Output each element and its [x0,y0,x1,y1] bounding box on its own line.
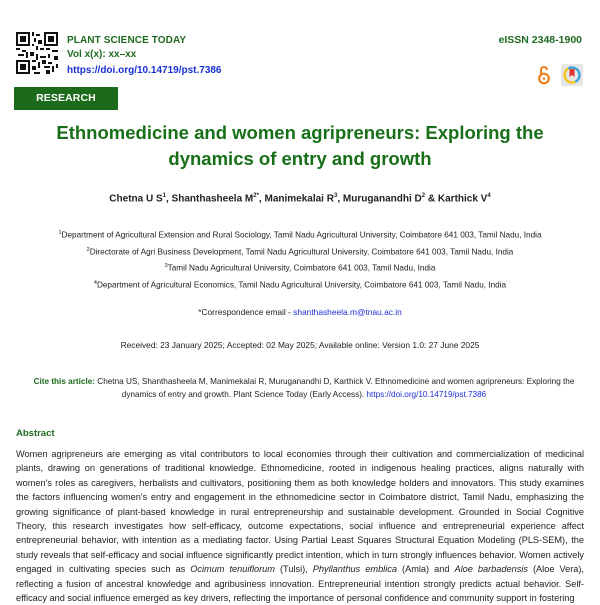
affiliation-text: Department of Agricultural Economics, Tamil Nadu Agricultural University, Coimbatore 641 003, Tamil Nadu, India [96,280,507,290]
article-title [40,120,560,172]
affiliation-item [0,243,600,260]
affiliation-item [0,226,600,243]
citation-text: Chetna US, Shanthasheela M, Manimekalai R, Muruganandhi D, Karthick V. Ethnomedicine and women agripreneurs: Exploring the dynamics of entry and growth. Plant Science Today (Early Access). [95,377,575,399]
title-line-1: Ethnomedicine and women agripreneurs: Exploring the [56,122,544,143]
affiliation-text: Department of Agricultural Extension and Rural Sociology, Tamil Nadu Agricultural University, Coimbatore 641 003, Tamil Nadu, India [61,230,542,240]
journal-info [67,34,222,78]
correspondence-email-link[interactable]: shanthasheela.m@tnau.ac.in [293,307,402,317]
affiliation-item [0,259,600,276]
publication-dates: Received: 23 January 2025; Accepted: 02 May 2025; Available online: Version 1.0: 27 June 2025 [120,340,480,350]
species-name: Ocimum tenuiflorum [190,564,275,575]
species-name: Aloe barbadensis [454,564,528,575]
journal-volume: Vol x(x): xx–xx [67,49,137,60]
affiliation-list [0,226,600,293]
title-line-2: dynamics of entry and growth [168,148,432,169]
abstract-text: Women agripreneurs are emerging as vital contributors to local economies through their cultivation and commercialization of medicinal plants, drawing on generations of traditional knowledge. Ethnomedicine, rooted in indigenous healing practices, aligns naturally with women's roles as caregivers, herbalists and cultivators, positioning them as both knowledge holders and innovators. This study examines the factors influencing women's entry and engagement in the ethnomedicine sector in Coimbatore district, Tamil Nadu, emphasizing the growing significance of plant-based knowledge in rural entrepreneurship and sustainable development. Grounded in Social Cognitive Theory, this research investigates how self-efficacy, outcome expectations, social influence and entrepreneurial experience affect entrepreneurial behavior, with intention as a mediating factor. Using Partial Least Squares Structural Equation Modeling (PLS-SEM), the study reveals that self-efficacy and social influence significantly predict intention, which in turn strongly influences behavior. Women actively engaged in cultivating species such as [16,449,584,575]
author-sup: 4 [487,193,491,199]
affiliation-sup: 2 [86,246,90,253]
author-sup: 2 [421,193,426,199]
abstract-body [16,447,584,605]
author-separator: & [425,193,438,205]
author-name: Chetna U S [109,193,163,205]
correspondence-label: *Correspondence email - [198,307,294,317]
issn-label: eISSN 2348-1900 [498,34,582,46]
article-type-badge: RESEARCH ARTICLE [14,87,118,110]
author-list [0,193,600,204]
author-separator: , [165,193,172,205]
author-separator: , [258,193,265,205]
citation-block [24,375,584,401]
species-name: Phyllanthus emblica [312,564,397,575]
abstract-text: (Tulsi), [274,564,313,575]
abstract-heading: Abstract [16,428,55,439]
journal-name: PLANT SCIENCE TODAY [67,35,187,46]
doi-link[interactable]: https://doi.org/10.14719/pst.7386 [67,65,222,76]
affiliation-sup: 3 [164,263,168,270]
author-sup: 2* [253,193,259,199]
abstract-text: (Aloe Vera), reflecting a fusion of ancestral knowledge and agribusiness innovation. Entrepreneurial intention strongly predicts actual behavior. Self-efficacy and social influence emerged as key drivers, reflecting the importance of personal confidence and community support in fostering [16,564,584,604]
author-separator: , [337,193,343,205]
author-name: Shanthasheela M [171,193,254,205]
affiliation-sup: 4 [93,280,97,287]
crossmark-icon[interactable] [561,64,583,86]
open-access-icon[interactable] [537,65,551,85]
abstract-text: (Amla) and [396,564,455,575]
author-name: Muruganandhi D [342,193,422,205]
author-name: Manimekalai R [264,193,334,205]
affiliation-sup: 1 [58,230,62,236]
correspondence [0,307,600,317]
affiliation-text: Directorate of Agri Business Development, Tamil Nadu Agricultural University, Coimbatore 641 003, Tamil Nadu, India [89,247,514,257]
affiliation-text: Tamil Nadu Agricultural University, Coimbatore 641 003, Tamil Nadu, India [167,264,436,274]
author-name: Karthick V [437,193,488,205]
qr-code-icon [16,32,58,74]
author-sup: 3 [333,193,338,199]
author-sup: 1 [162,193,166,199]
citation-doi-link[interactable]: https://doi.org/10.14719/pst.7386 [366,390,487,399]
affiliation-item [0,276,600,293]
citation-label: Cite this article: [33,377,96,386]
